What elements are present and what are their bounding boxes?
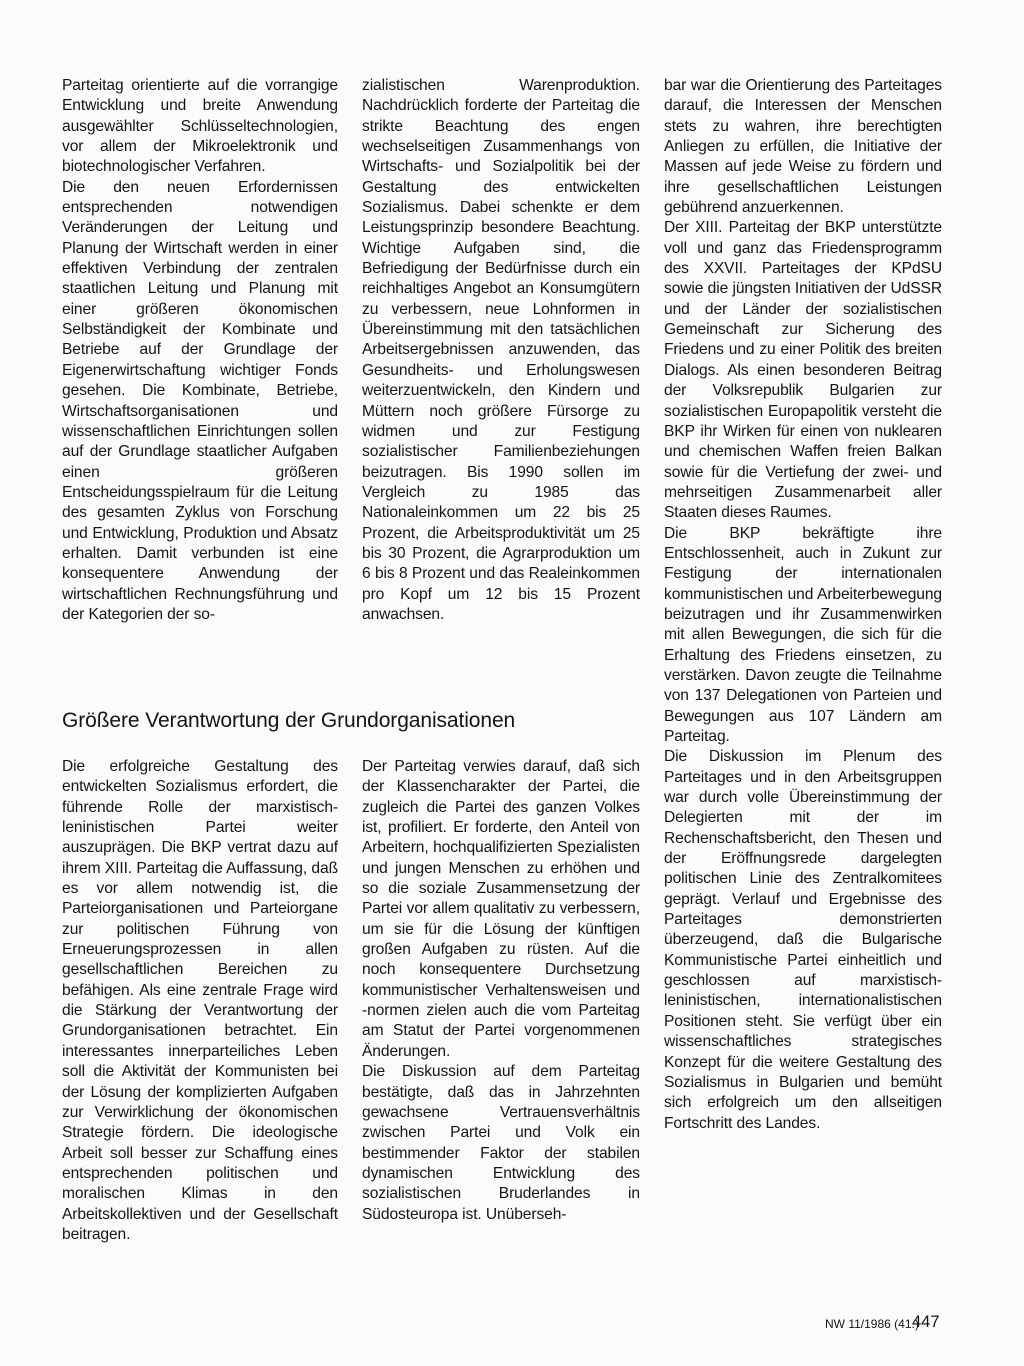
paragraph: zialistischen Warenproduktion. Nachdrücklich forderte der Parteitag die strikte Beachtung des engen wechselseitigen Zusammenhangs von Wirtschafts- und Sozialpolitik bei der Gestaltung des entwickelten Sozialismus. Dabei schenkte er dem Leistungsprinzip besondere Beachtung. Wichtige Aufgaben sind, die Befriedigung der Bedürfnisse durch ein reichhaltiges Angebot an Konsumgütern zu verbessern, neue Lohnformen in Übereinstimmung mit den tatsächlichen Arbeitsergebnissen anzuwenden, das Gesundheits- und Erholungswesen weiterzuentwickeln, den Kindern und Müttern noch größere Fürsorge zu widmen und zur Festigung sozialistischer Familienbeziehungen beizutragen. Bis 1990 sollen im Vergleich zu 1985 das Nationaleinkommen um 22 bis 25 Prozent, die Arbeitsproduktivität um 25 bis 30 Prozent, die Agrarproduktion um 6 bis 8 Prozent und das Realeinkommen pro Kopf um 12 bis 15 Prozent anwachsen. xyxy=(362,77,640,623)
paragraph: Die Diskussion im Plenum des Parteitages und in den Arbeitsgruppen war durch volle Übereinstimmung der Delegierten mit der im Rechenschaftsbericht, den Thesen und der Eröffnungsrede dargelegten politischen Linie des Zentralkomitees geprägt. Verlauf und Ergebnisse des Parteitages demonstrierten überzeugend, daß die Bulgarische Kommunistische Partei einheitlich und geschlossen auf marxistisch-leninistischen, internationalistischen Positionen steht. Sie verfügt über ein wissenschaftliches strategisches Konzept für die weitere Gestaltung des Sozialismus in Bulgarien und bemüht sich erfolgreich um den allseitigen Fortschritt des Landes. xyxy=(664,748,942,1132)
text-column-1-bottom xyxy=(62,757,338,1245)
paragraph: Der Parteitag verwies darauf, daß sich der Klassencharakter der Partei, die zugleich die Partei des ganzen Volkes ist, profiliert. Er forderte, den Anteil von Arbeitern, hochqualifizierten Spezialisten und jungen Menschen zu erhöhen und so die soziale Zusammensetzung der Partei vor allem qualitativ zu verbessern, um sie für die Lösung der künftigen großen Aufgaben zu rüsten. Auf die noch konsequentere Durchsetzung kommunistischer Verhaltensweisen und -normen zielen auch die vom Parteitag am Statut der Partei vorgenommenen Änderungen. xyxy=(362,758,640,1060)
journal-issue: NW 11/1986 (41.) xyxy=(825,1317,919,1331)
paragraph: Die Diskussion auf dem Parteitag bestätigte, daß das in Jahrzehnten gewachsene Vertrauensverhältnis zwischen Partei und Volk ein bestimmender Faktor der stabilen dynamischen Entwicklung des sozialistischen Bruderlandes in Südosteuropa ist. Unüberseh- xyxy=(362,1063,640,1223)
paragraph: Die BKP bekräftigte ihre Entschlossenheit, auch in Zukunt zur Festigung der internationalen kommunistischen und Arbeiterbewegung beizutragen und ihr Zusammenwirken mit allen Bewegungen, die sich für die Erhaltung des Friedens einsetzen, zu verstärken. Davon zeugte die Teilnahme von 137 Delegationen von Parteien und Bewegungen aus 107 Ländern am Parteitag. xyxy=(664,524,942,745)
section-heading: Größere Verantwortung der Grundorganisationen xyxy=(62,709,516,732)
paragraph: Parteitag orientierte auf die vorrangige Entwicklung und breite Anwendung ausgewählter Schlüsseltechnologien, vor allem der Mikroelektronik und biotechnologischer Verfahren. xyxy=(62,77,338,176)
paragraph: Die erfolgreiche Gestaltung des entwickelten Sozialismus erfordert, die führende Rolle der marxistisch-leninistischen Partei weiter auszuprägen. Die BKP vertrat dazu auf ihrem XIII. Parteitag die Auffassung, daß es vor allem notwendig ist, die Parteiorganisationen und Parteiorgane zur politischen Führung von Erneuerungsprozessen in allen gesellschaftlichen Bereichen zu befähigen. Als eine zentrale Frage wird die Stärkung der Verantwortung der Grundorganisationen betrachtet. Ein interessantes innerparteiliches Leben soll die Aktivität der Kommunisten bei der Lösung der komplizierten Aufgaben zur Verwirklichung der ökonomischen Strategie fördern. Die ideologische Arbeit soll besser zur Schaffung eines entsprechenden politischen und moralischen Klimas in den Arbeitskollektiven und der Gesellschaft beitragen. xyxy=(62,758,338,1243)
page-number: 447 xyxy=(912,1313,940,1331)
text-column-3 xyxy=(664,76,942,1134)
text-column-2-bottom xyxy=(362,757,640,1225)
paragraph: Die den neuen Erfordernissen entsprechenden notwendigen Veränderungen der Leitung und Planung der Wirtschaft werden in einer effektiven Verbindung der zentralen staatlichen Leitung und Planung mit einer größeren ökonomischen Selbständigkeit der Kombinate und Betriebe auf der Grundlage der Eigenerwirtschaftung wichtiger Fonds gesehen. Die Kombinate, Betriebe, Wirtschaftsorganisationen und wissenschaftlichen Einrichtungen sollen auf der Grundlage staatlicher Aufgaben einen größeren Entscheidungsspielraum für die Leitung des gesamten Zyklus von Forschung und Entwicklung, Produktion und Absatz erhalten. Damit verbunden ist eine konsequentere Anwendung der wirtschaftlichen Rechnungsführung und der Kategorien der so- xyxy=(62,178,338,623)
text-column-1-top xyxy=(62,76,338,625)
paragraph: Der XIII. Parteitag der BKP unterstützte voll und ganz das Friedensprogramm des XXVII. Parteitages der KPdSU sowie die jüngsten Initiativen der UdSSR und der Länder der sozialistischen Gemeinschaft zur Sicherung des Friedens und zu einer Politik des breiten Dialogs. Als einen besonderen Beitrag der Volksrepublik Bulgarien zur sozialistischen Europapolitik versteht die BKP ihr Wirken für einen von nuklearen und chemischen Waffen freien Balkan sowie für die Vertiefung der zwei- und mehrseitigen Zusammenarbeit aller Staaten dieses Raumes. xyxy=(664,219,942,522)
text-column-2-top xyxy=(362,76,640,625)
paragraph: bar war die Orientierung des Parteitages darauf, die Interessen der Menschen stets zu wahren, ihre berechtigten Anliegen zu erfüllen, die Initiative der Massen auf jede Weise zu fördern und ihre gesellschaftlichen Leistungen gebührend anzuerkennen. xyxy=(664,77,942,217)
